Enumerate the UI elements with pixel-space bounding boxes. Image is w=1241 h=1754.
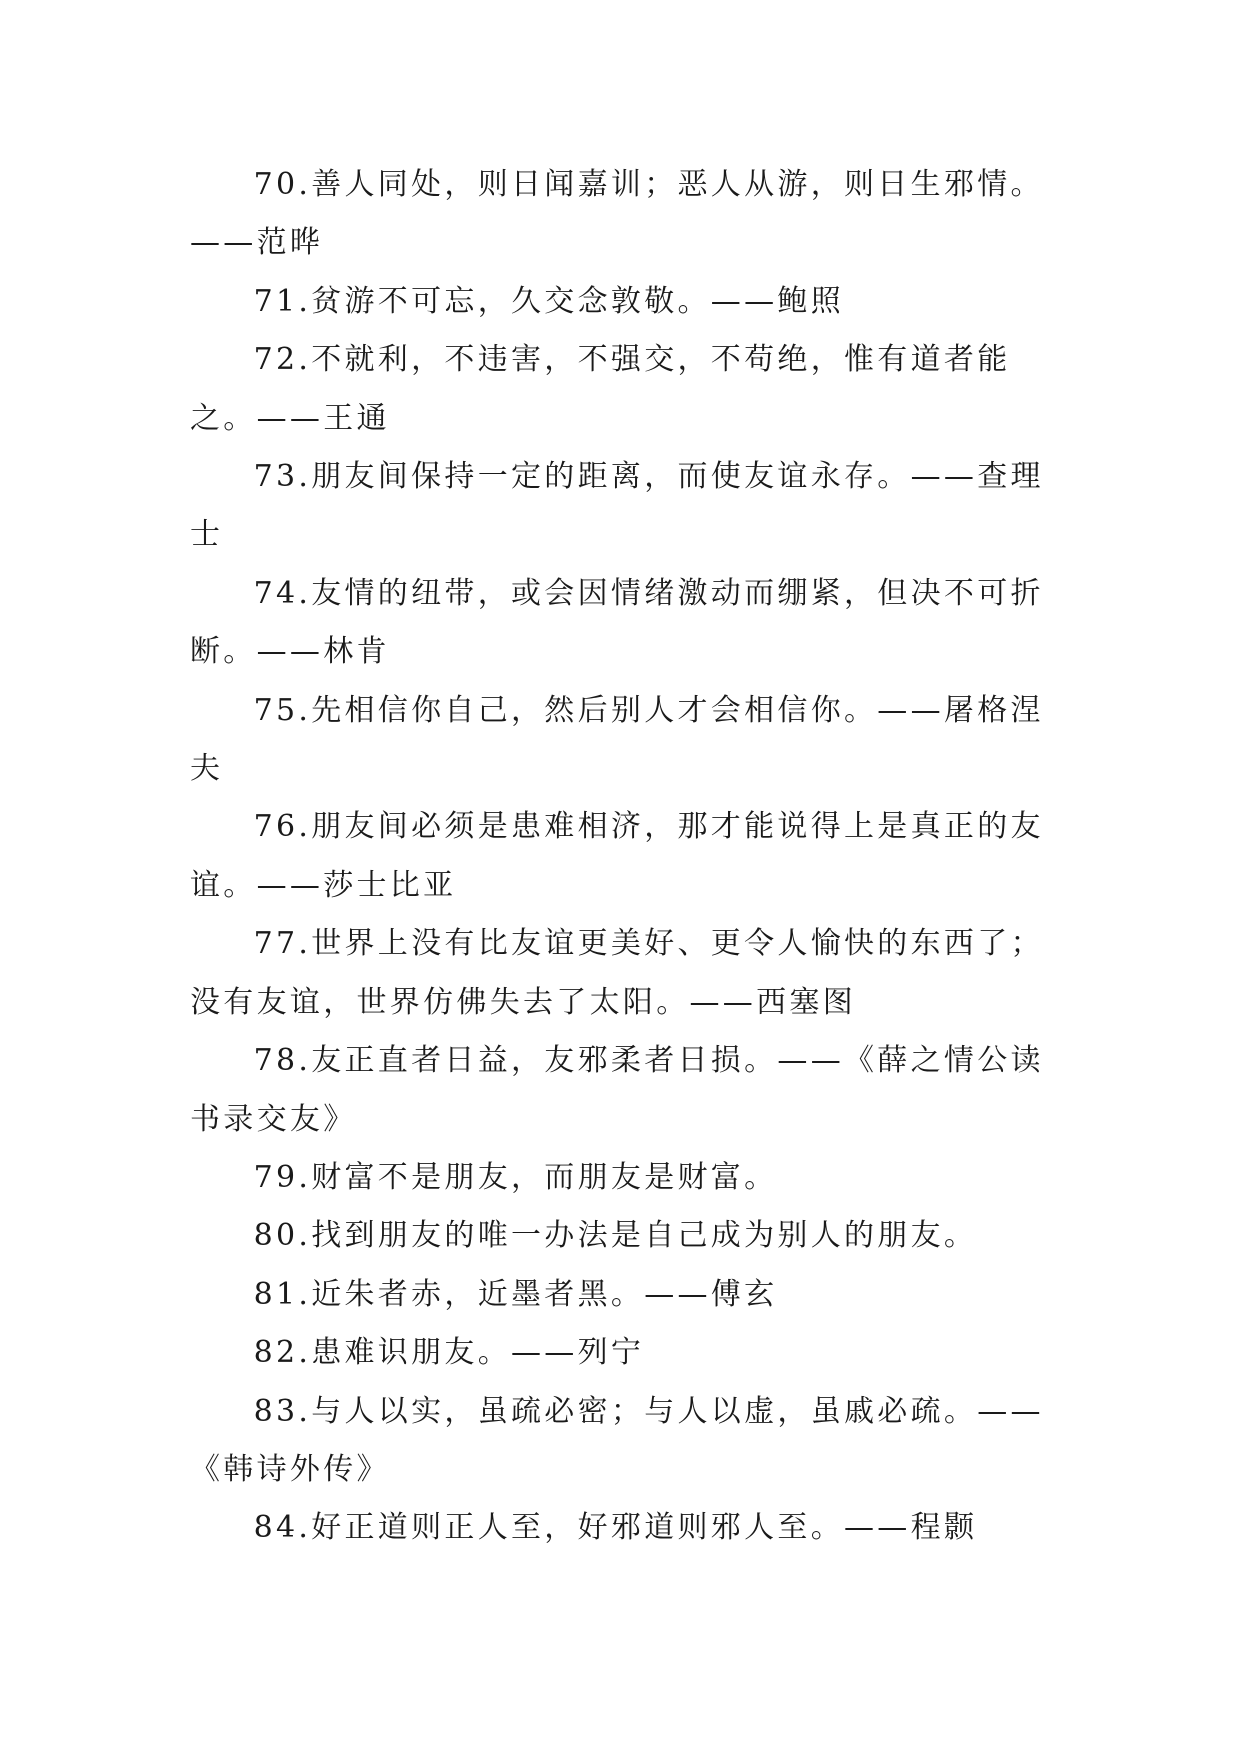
quote-item: 80.找到朋友的唯一办法是自己成为别人的朋友。 (253, 1218, 978, 1254)
quote-item: 71.贫游不可忘，久交念敦敬。——鲍照 (253, 283, 845, 319)
quote-item: 73.朋友间保持一定的距离，而使友谊永存。——查理士 (190, 459, 1044, 553)
quote-item: 75.先相信你自己，然后别人才会相信你。——屠格涅夫 (190, 692, 1044, 787)
quote-item: 78.友正直者日益，友邪柔者日损。——《薛之情公读书录交友》 (190, 1043, 1044, 1137)
quote-item: 81.近朱者赤，近墨者黑。——傅玄 (253, 1276, 778, 1312)
quote-item: 72.不就利，不违害，不强交，不苟绝，惟有道者能之。——王通 (190, 342, 1011, 436)
quote-item: 70.善人同处，则日闻嘉训；恶人从游，则日生邪情。——范晔 (190, 167, 1044, 261)
quote-item: 84.好正道则正人至，好邪道则邪人至。——程颢 (253, 1510, 978, 1546)
quote-item: 82.患难识朋友。——列宁 (253, 1335, 645, 1371)
quote-item: 77.世界上没有比友谊更美好、更令人愉快的东西了；没有友谊，世界仿佛失去了太阳。——西塞图 (190, 926, 1044, 1020)
quote-item: 79.财富不是朋友，而朋友是财富。 (253, 1159, 778, 1195)
quote-item: 83.与人以实，虽疏必密；与人以虚，虽戚必疏。——《韩诗外传》 (190, 1393, 1044, 1487)
quote-list (190, 156, 1070, 1558)
quote-item: 74.友情的纽带，或会因情绪激动而绷紧，但决不可折断。——林肯 (190, 575, 1044, 670)
quote-item: 76.朋友间必须是患难相济，那才能说得上是真正的友谊。——莎士比亚 (190, 809, 1044, 903)
